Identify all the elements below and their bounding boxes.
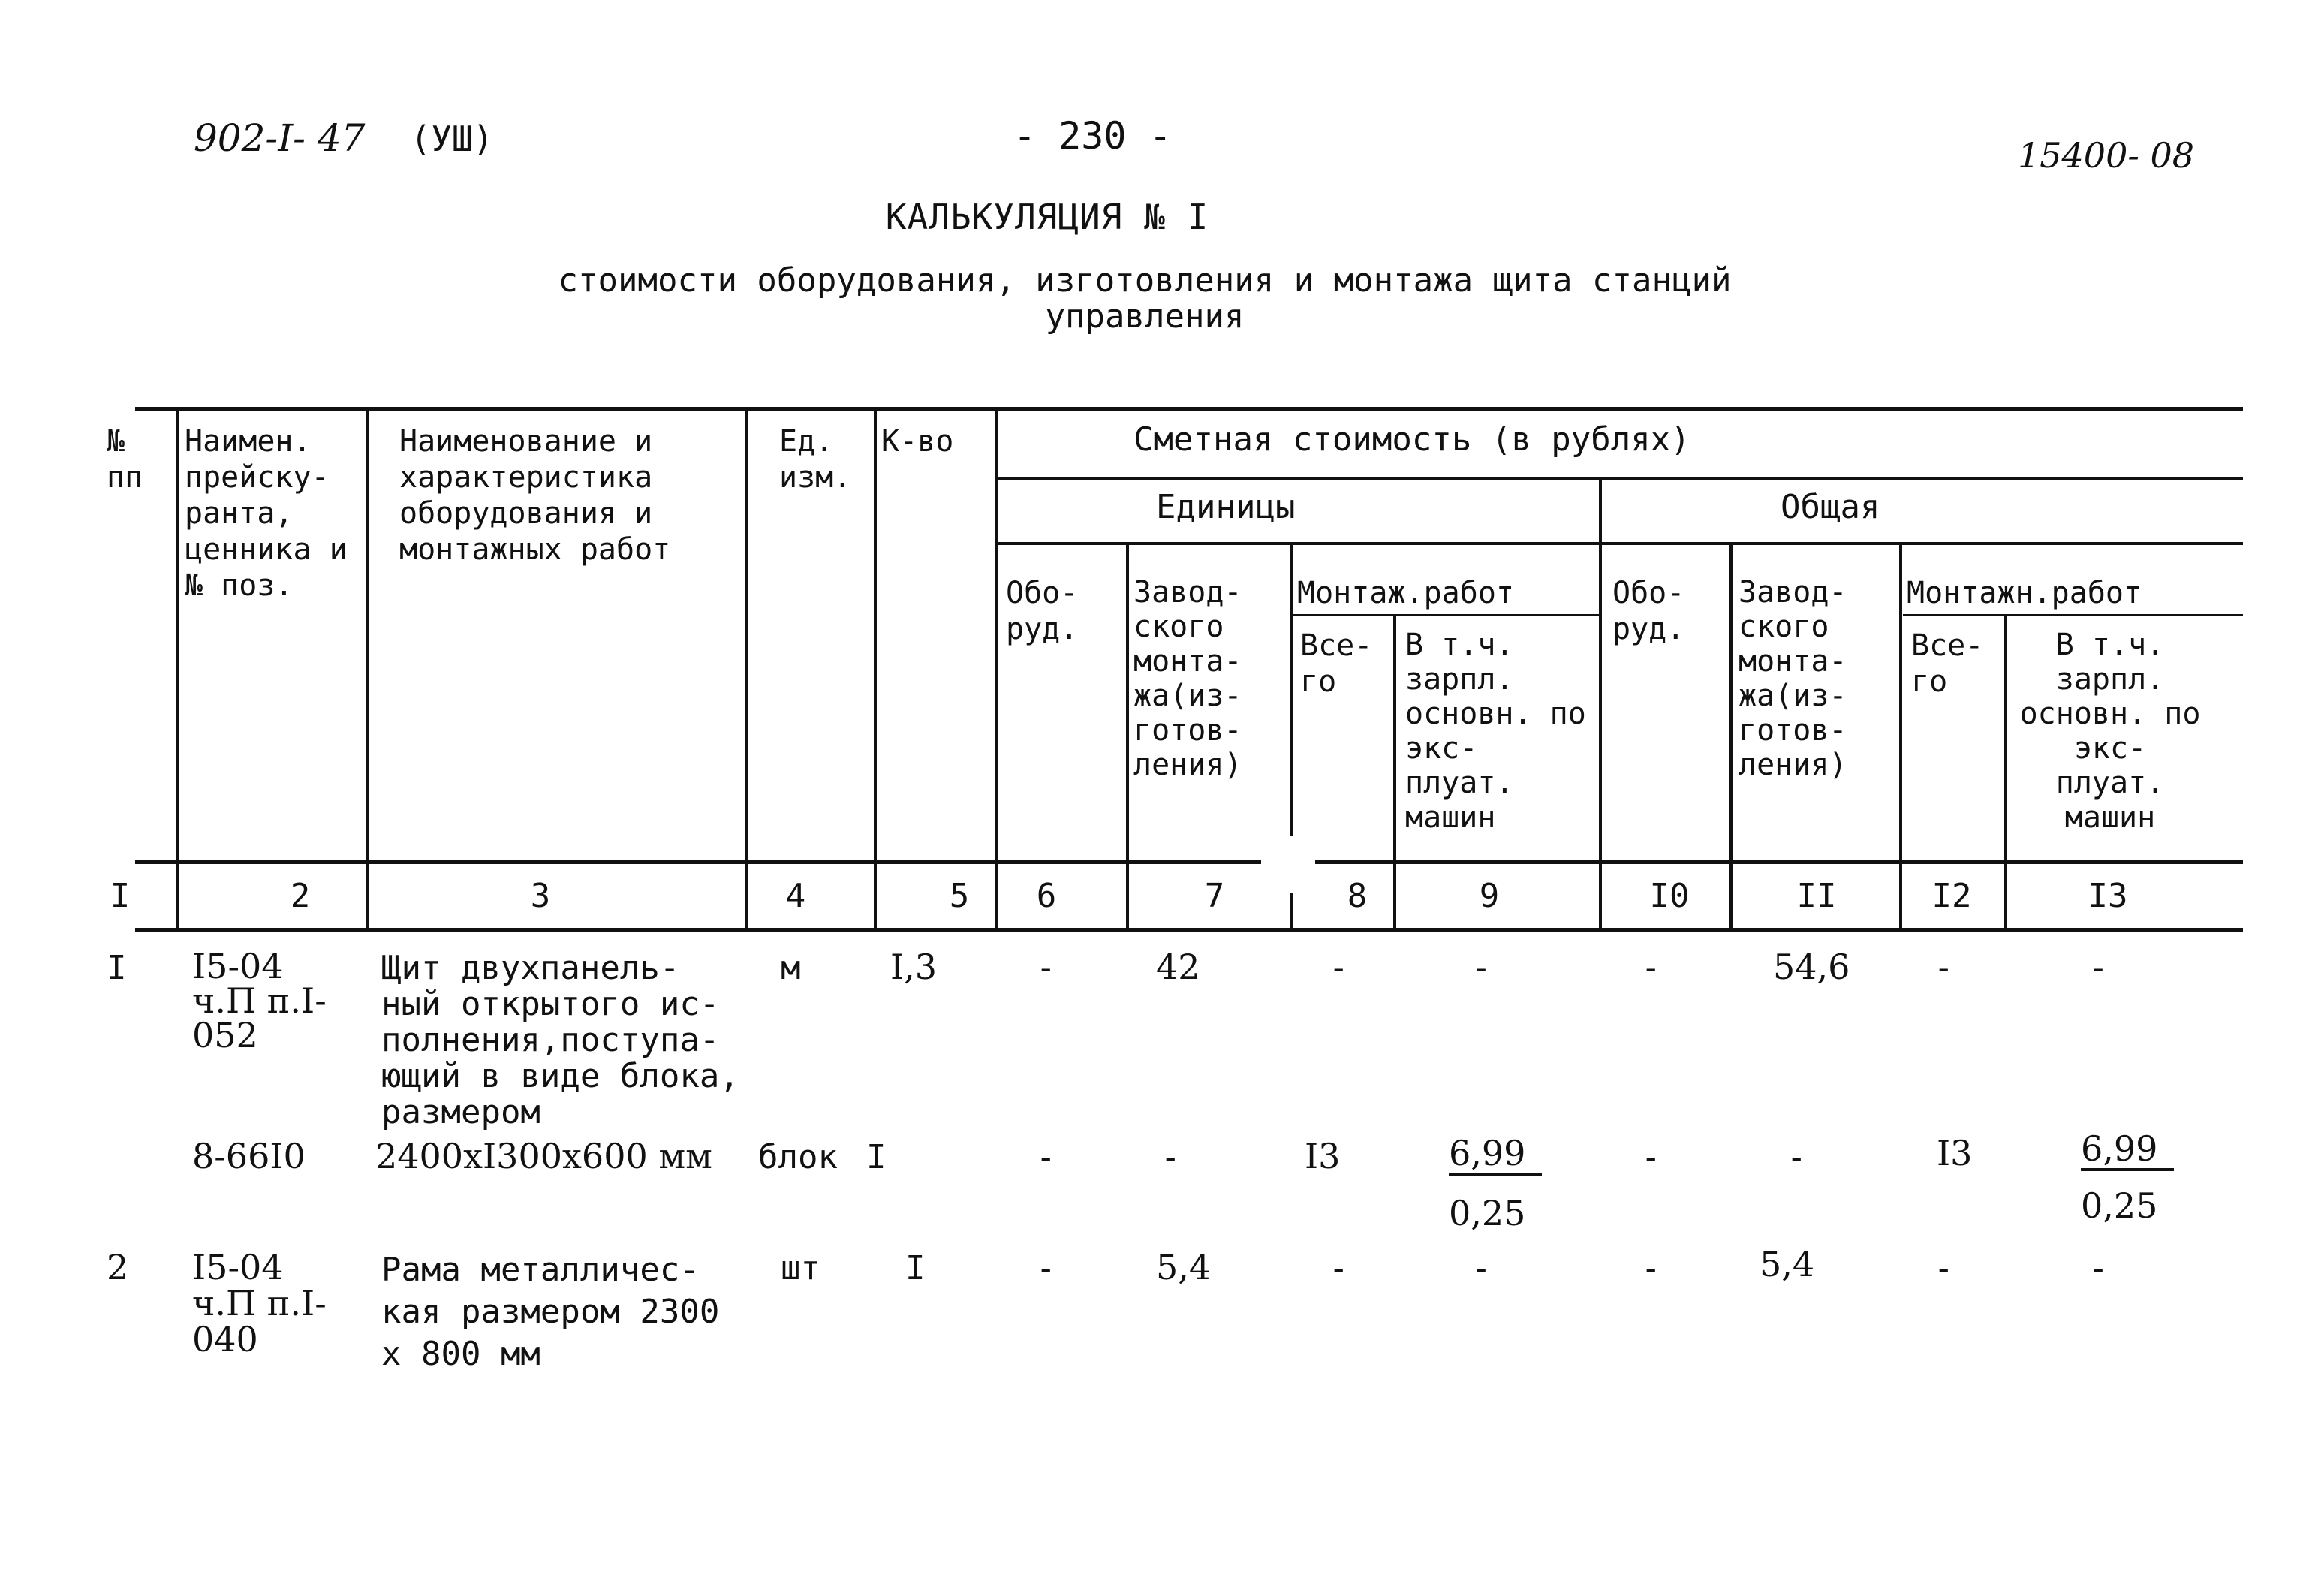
header-quantity: К-во: [881, 424, 954, 459]
header-total-equipment: Обо- руд.: [1612, 576, 1685, 646]
row-number: 2: [107, 1247, 129, 1287]
header-bottom-rule-right: [1315, 860, 2243, 864]
row-total-equipment: -: [1641, 949, 1661, 987]
header-unit-install: Монтаж.работ: [1297, 576, 1514, 610]
col-divider-7: [1290, 544, 1293, 836]
row-description: Щит двухпанель- ный открытого ис- полнения,поступа- ющий в виде блока, размером: [381, 949, 739, 1131]
column-number: 6: [1036, 877, 1057, 915]
header-unit-install-all: Все- го: [1300, 628, 1373, 699]
row-total-factory: -: [1787, 1138, 1807, 1176]
col-divider-6: [1126, 544, 1129, 929]
col-divider-9: [1599, 479, 1602, 929]
row-unit-install-all: -: [1329, 949, 1349, 987]
table-top-rule: [135, 407, 2243, 411]
row-unit-equipment: -: [1036, 949, 1056, 987]
row-unit-install-incl-machine: 0,25: [1449, 1193, 1526, 1233]
col-divider-5: [995, 411, 998, 929]
column-number: 7: [1204, 877, 1225, 915]
column-number: 5: [949, 877, 970, 915]
install-rule-right: [1903, 614, 2243, 616]
row-unit-factory: -: [1161, 1138, 1181, 1176]
row-total-install-incl: -: [2088, 1249, 2109, 1287]
row-unit-install-all: -: [1329, 1249, 1349, 1287]
header-total-install-all: Все- го: [1911, 628, 1984, 699]
sheet-reference: 15400- 08: [2018, 135, 2195, 176]
col-divider-10: [1730, 544, 1733, 929]
page-number: - 230 -: [1013, 114, 1172, 158]
column-number: 3: [530, 877, 551, 915]
row-unit-factory: 5,4: [1156, 1247, 1212, 1287]
header-total-factory: Завод- ского монта- жа(из- готов- ления): [1739, 575, 1847, 782]
document-code-suffix: (УШ): [410, 119, 494, 159]
header-cost-group: Сметная стоимость (в рублях): [1133, 420, 1690, 459]
header-unit-group: Единицы: [1156, 488, 1296, 526]
row-price-code: I5-04 ч.П п.I-052: [192, 946, 327, 1055]
col-divider-8: [1393, 616, 1396, 929]
row-total-factory: 5,4: [1760, 1244, 1815, 1284]
header-unit: Ед. изм.: [779, 424, 852, 495]
row-unit: м: [781, 949, 801, 987]
column-number: 2: [290, 877, 311, 915]
row-unit-equipment: -: [1036, 1138, 1056, 1176]
numbers-bottom-rule: [135, 928, 2243, 932]
col-divider-1: [176, 411, 179, 929]
col-divider-11: [1899, 544, 1902, 929]
document-title: КАЛЬКУЛЯЦИЯ № I: [885, 197, 1209, 237]
col-divider-12: [2004, 616, 2007, 929]
row-total-install-incl: -: [2088, 949, 2109, 987]
row-unit: блок: [758, 1138, 838, 1176]
row-unit-equipment: -: [1036, 1249, 1056, 1287]
header-unit-factory: Завод- ского монта- жа(из- готов- ления): [1133, 575, 1242, 782]
row-total-install-incl-wage: 6,99: [2081, 1131, 2174, 1171]
row-unit-install-incl: -: [1471, 949, 1492, 987]
header-unit-install-incl: В т.ч. зарпл. основн. по экс- плуат. машин: [1405, 628, 1586, 835]
col-divider-3: [745, 411, 748, 929]
column-number: I2: [1931, 877, 1972, 915]
header-bottom-rule: [135, 860, 1261, 864]
row-quantity: I: [905, 1249, 926, 1287]
row-total-equipment: -: [1641, 1249, 1661, 1287]
header-price-list: Наимен. прейску- ранта, ценника и № поз.: [185, 424, 348, 603]
row-number: I: [107, 949, 127, 987]
row-unit-factory: 42: [1156, 947, 1200, 987]
col-divider-2: [366, 411, 369, 929]
row-total-install-all: I3: [1937, 1133, 1973, 1173]
row-unit: шт: [781, 1249, 820, 1287]
document-code: 902-I- 47 (УШ): [194, 116, 494, 160]
row-description: Рама металличес- кая размером 2300 х 800 мм: [381, 1251, 720, 1373]
header-description: Наименование и характеристика оборудования и монтажных работ: [399, 424, 671, 567]
install-rule-left: [1293, 614, 1600, 616]
document-subtitle: стоимости оборудования, изготовления и монтажа щита станций управления: [558, 261, 1732, 336]
header-unit-equipment: Обо- руд.: [1006, 576, 1079, 646]
column-number: I0: [1649, 877, 1690, 915]
row-unit-install-all: I3: [1305, 1136, 1341, 1176]
header-row-number: № пп: [107, 424, 143, 495]
row-total-equipment: -: [1641, 1138, 1661, 1176]
row-total-install-all: -: [1934, 1249, 1954, 1287]
column-number: 4: [785, 877, 806, 915]
column-number: II: [1796, 877, 1837, 915]
column-number: I3: [2088, 877, 2128, 915]
header-total-install-incl: В т.ч. зарпл. основн. по экс- плуат. машин: [2019, 628, 2201, 835]
row-unit-install-incl-wage: 6,99: [1449, 1135, 1542, 1176]
row-quantity: I: [866, 1138, 887, 1176]
header-total-install: Монтажн.работ: [1907, 576, 2142, 610]
cost-group-rule: [998, 477, 2243, 480]
row-total-install-all: -: [1934, 949, 1954, 987]
row-price-code: 8-66I0: [192, 1136, 306, 1176]
unit-total-rule: [998, 542, 2243, 545]
column-number: 9: [1479, 877, 1500, 915]
column-number: 8: [1347, 877, 1368, 915]
row-description: 2400хI300х600 мм: [375, 1136, 712, 1176]
col-divider-7b: [1290, 893, 1293, 929]
row-quantity: I,3: [890, 947, 938, 987]
col-divider-4: [874, 411, 877, 929]
row-price-code: I5-04 ч.П п.I-040: [192, 1247, 327, 1360]
header-total-group: Общая: [1781, 488, 1880, 526]
row-total-factory: 54,6: [1773, 947, 1850, 987]
row-total-install-incl-machine: 0,25: [2081, 1185, 2158, 1226]
row-unit-install-incl: -: [1471, 1249, 1492, 1287]
column-number: I: [110, 877, 131, 915]
